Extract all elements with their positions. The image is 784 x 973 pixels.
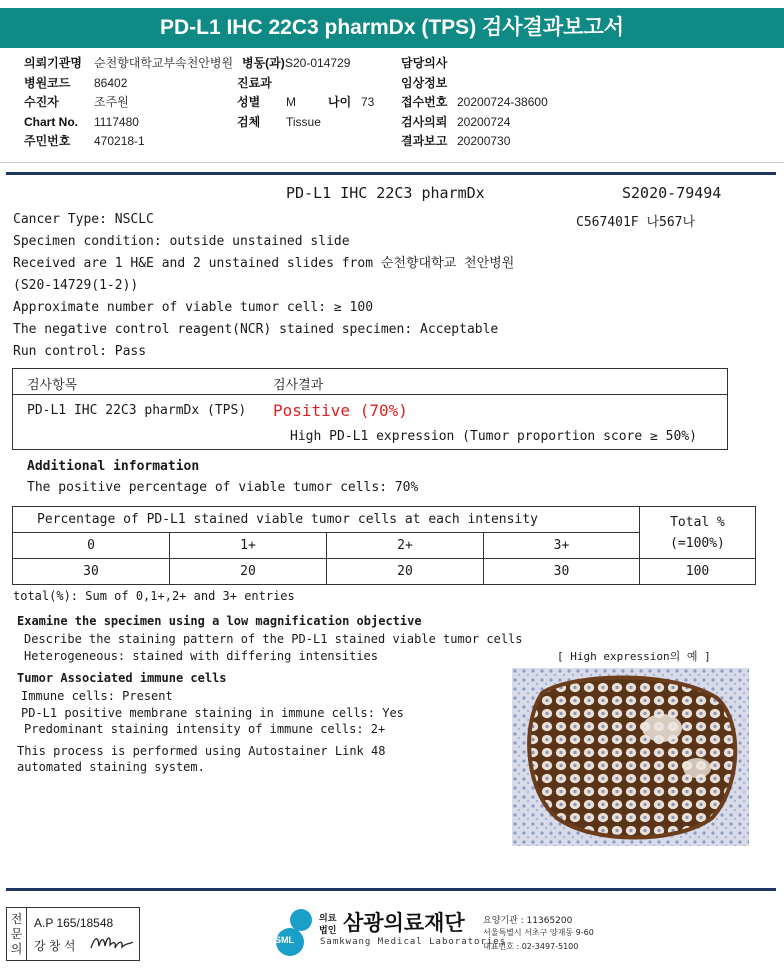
description-line: Run control: Pass bbox=[13, 344, 147, 359]
result-table-header bbox=[13, 369, 727, 395]
description-line: Specimen condition: outside unstained slide bbox=[13, 234, 350, 249]
clinic-label: 진료과 bbox=[237, 75, 272, 90]
additional-info-title: Additional information bbox=[27, 459, 200, 474]
corp-label-top: 의료 bbox=[319, 914, 337, 924]
patient-label: 수진자 bbox=[24, 95, 59, 109]
expression-level: High PD-L1 expression (Tumor proportion score ≥ 50%) bbox=[290, 429, 697, 444]
receipt-label: 접수번호 bbox=[401, 95, 448, 109]
description-line: Cancer Type: NSCLC bbox=[13, 212, 154, 227]
test-result: Positive (70%) bbox=[273, 401, 408, 420]
test-name: PD-L1 IHC 22C3 pharmDx bbox=[286, 184, 485, 202]
examine-title: Examine the specimen using a low magnification objective bbox=[17, 614, 422, 628]
patient-value: 조주원 bbox=[94, 95, 129, 109]
dept-value: S20-014729 bbox=[285, 56, 351, 70]
col-header-item: 검사항목 bbox=[27, 378, 78, 393]
description-line: Approximate number of viable tumor cell: ≥ 100 bbox=[13, 300, 374, 315]
patient-info bbox=[24, 54, 764, 152]
clinical-label: 임상정보 bbox=[401, 75, 448, 90]
immune-line: Immune cells: Present bbox=[21, 689, 173, 703]
ihc-stain-svg bbox=[512, 668, 749, 846]
ssn-value: 470218-1 bbox=[94, 134, 145, 148]
dept-label: 병동(과) bbox=[242, 56, 285, 70]
stamp-ap-number: A.P 165/18548 bbox=[34, 916, 114, 930]
org-name-en: Samkwang Medical Laboratories bbox=[320, 937, 507, 947]
pathologist-stamp bbox=[6, 907, 140, 961]
hospital-code-value: 86402 bbox=[94, 75, 128, 90]
institution-value: 순천향대학교부속천안병원 bbox=[94, 56, 234, 70]
intensity-table bbox=[12, 506, 756, 585]
description-line: Received are 1 H&E and 2 unstained slides from 순천향대학교 천안병원 bbox=[13, 256, 515, 271]
result-table bbox=[12, 368, 728, 450]
intensity-level: 0 bbox=[13, 533, 170, 559]
table-footnote: total(%): Sum of 0,1+,2+ and 3+ entries bbox=[13, 589, 295, 603]
bottom-rule bbox=[6, 888, 776, 891]
org-phone: 대표번호 : 02-3497-5100 bbox=[483, 942, 579, 951]
process-line: automated staining system. bbox=[17, 760, 205, 774]
specimen-description bbox=[13, 209, 514, 363]
receipt-value: 20200724-38600 bbox=[457, 95, 548, 109]
chart-value: 1117480 bbox=[94, 114, 139, 129]
immune-title: Tumor Associated immune cells bbox=[17, 671, 227, 685]
intensity-table-header: Percentage of PD-L1 stained viable tumor cells at each intensity bbox=[13, 507, 640, 533]
org-address: 서울특별시 서초구 양재동 9-60 bbox=[483, 928, 594, 937]
footer-logo bbox=[270, 905, 610, 961]
examine-line: Heterogeneous: stained with differing intensities bbox=[24, 649, 379, 663]
report-code: C567401F 나567나 bbox=[576, 215, 696, 230]
sex-value: M bbox=[286, 95, 296, 109]
immune-line: PD-L1 positive membrane staining in immune cells: Yes bbox=[21, 706, 404, 720]
intensity-value: 30 bbox=[484, 559, 640, 585]
intensity-total: 100 bbox=[640, 559, 756, 585]
org-name: 삼광의료재단 bbox=[343, 911, 465, 935]
report-header: PD-L1 IHC 22C3 pharmDx (TPS) 검사결과보고서 bbox=[0, 8, 784, 48]
total-header-line1: Total % bbox=[670, 514, 725, 530]
immune-line: Predominant staining intensity of immune cells: 2+ bbox=[24, 722, 386, 736]
stamp-side-label: 전문의 bbox=[7, 908, 27, 960]
description-line: The negative control reagent(NCR) stained specimen: Acceptable bbox=[13, 322, 499, 337]
sex-label: 성별 bbox=[237, 95, 261, 109]
request-value: 20200724 bbox=[457, 114, 511, 129]
divider bbox=[0, 162, 784, 163]
report-date-label: 결과보고 bbox=[401, 134, 448, 148]
chart-label: Chart No. bbox=[24, 114, 78, 129]
report-number: S2020-79494 bbox=[622, 184, 722, 202]
signature-icon bbox=[89, 932, 135, 954]
ihc-stain-image bbox=[512, 668, 749, 846]
total-header bbox=[640, 507, 756, 559]
age-value: 73 bbox=[361, 95, 375, 109]
logo-text-small: SML bbox=[275, 935, 294, 945]
intensity-value: 20 bbox=[327, 559, 484, 585]
doctor-label: 담당의사 bbox=[401, 56, 448, 70]
intensity-value: 20 bbox=[170, 559, 327, 585]
col-header-result: 검사결과 bbox=[273, 378, 324, 393]
stamp-name: 강 창 석 bbox=[34, 939, 76, 953]
intensity-value: 30 bbox=[13, 559, 170, 585]
total-header-line2: (=100%) bbox=[670, 535, 725, 551]
hospital-code-label: 병원코드 bbox=[24, 75, 71, 90]
sml-logo-icon bbox=[270, 907, 316, 957]
report-date-value: 20200730 bbox=[457, 134, 511, 148]
specimen-label: 검체 bbox=[237, 114, 261, 129]
corp-label-bottom: 법인 bbox=[319, 926, 337, 936]
additional-info-text: The positive percentage of viable tumor cells: 70% bbox=[27, 480, 419, 495]
intensity-level: 1+ bbox=[170, 533, 327, 559]
test-item: PD-L1 IHC 22C3 pharmDx (TPS) bbox=[27, 403, 247, 418]
age-label: 나이 bbox=[328, 95, 352, 109]
ssn-label: 주민번호 bbox=[24, 134, 71, 148]
process-line: This process is performed using Autostainer Link 48 bbox=[17, 744, 386, 758]
institution-code: 요양기관 : 11365200 bbox=[483, 916, 573, 926]
intensity-level: 2+ bbox=[327, 533, 484, 559]
image-caption: [ High expression의 예 ] bbox=[557, 650, 711, 663]
specimen-value: Tissue bbox=[286, 114, 321, 129]
intensity-level: 3+ bbox=[484, 533, 640, 559]
institution-label: 의뢰기관명 bbox=[24, 56, 82, 70]
top-rule bbox=[6, 172, 776, 175]
request-label: 검사의뢰 bbox=[401, 114, 448, 129]
examine-line: Describe the staining pattern of the PD-L1 stained viable tumor cells bbox=[24, 632, 523, 646]
description-line: (S20-14729(1-2)) bbox=[13, 278, 139, 293]
